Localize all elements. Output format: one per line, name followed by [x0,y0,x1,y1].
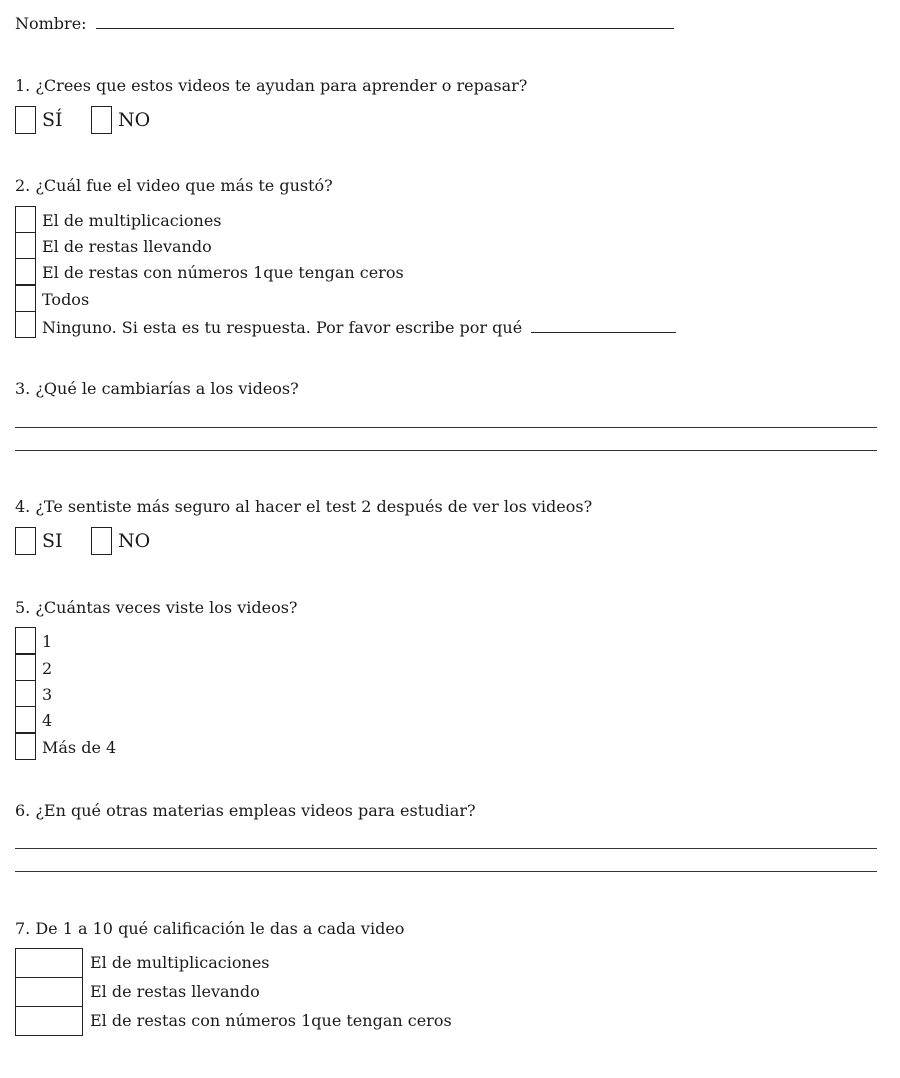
q5-option-1-checkbox[interactable] [15,627,36,654]
question-5-text: 5. ¿Cuántas veces viste los videos? [15,598,298,617]
q5-option-5-checkbox[interactable] [15,733,36,760]
q2-option-2-checkbox[interactable] [15,232,36,259]
q2-option-2-label: El de restas llevando [42,237,212,256]
q2-option-1-label: El de multiplicaciones [42,211,222,230]
q7-score-box-2[interactable] [15,977,83,1007]
q2-option-1-checkbox[interactable] [15,206,36,233]
name-label: Nombre: [15,14,87,33]
q1-no-label: NO [118,109,151,131]
question-4-text: 4. ¿Te sentiste más seguro al hacer el test 2 después de ver los videos? [15,497,593,516]
q5-option-3-checkbox[interactable] [15,680,36,707]
q3-answer-line-2[interactable] [15,450,877,451]
q6-answer-line-1[interactable] [15,848,877,849]
q3-answer-line-1[interactable] [15,427,877,428]
q2-option-5-label: Ninguno. Si esta es tu respuesta. Por favor escribe por qué [42,318,523,337]
q2-option-3-label: El de restas con números 1que tengan ceros [42,263,404,282]
q5-option-2-label: 2 [42,659,53,678]
q5-option-1-label: 1 [42,632,53,651]
q5-option-2-checkbox[interactable] [15,654,36,681]
q2-option-5-row [42,318,676,336]
q7-score-box-3[interactable] [15,1006,83,1036]
q6-answer-line-2[interactable] [15,871,877,872]
q7-item-2-label: El de restas llevando [90,982,260,1001]
q5-option-3-label: 3 [42,685,53,704]
question-2-text: 2. ¿Cuál fue el video que más te gustó? [15,176,333,195]
q4-yes-checkbox[interactable] [15,527,36,555]
q2-option-4-label: Todos [42,290,90,309]
question-3-text: 3. ¿Qué le cambiarías a los videos? [15,379,299,398]
q2-option-4-checkbox[interactable] [15,285,36,312]
q2-reason-input-line[interactable] [531,318,676,333]
q5-option-5-label: Más de 4 [42,738,117,757]
q7-item-3-label: El de restas con números 1que tengan ceros [90,1011,452,1030]
question-6-text: 6. ¿En qué otras materias empleas videos para estudiar? [15,801,476,820]
q1-yes-label: SÍ [42,109,63,131]
name-input-line[interactable] [96,14,674,29]
question-7-text: 7. De 1 a 10 qué calificación le das a cada video [15,919,405,938]
q1-no-checkbox[interactable] [91,106,112,134]
q2-option-5-checkbox[interactable] [15,311,36,338]
q5-option-4-checkbox[interactable] [15,706,36,733]
question-1-text: 1. ¿Crees que estos videos te ayudan para aprender o repasar? [15,76,528,95]
q5-option-4-label: 4 [42,711,53,730]
q2-option-3-checkbox[interactable] [15,258,36,285]
q4-no-label: NO [118,530,151,552]
q1-yes-checkbox[interactable] [15,106,36,134]
q4-yes-label: SI [42,530,63,552]
q4-no-checkbox[interactable] [91,527,112,555]
q7-item-1-label: El de multiplicaciones [90,953,270,972]
name-field-row [15,14,674,32]
q7-score-box-1[interactable] [15,948,83,978]
